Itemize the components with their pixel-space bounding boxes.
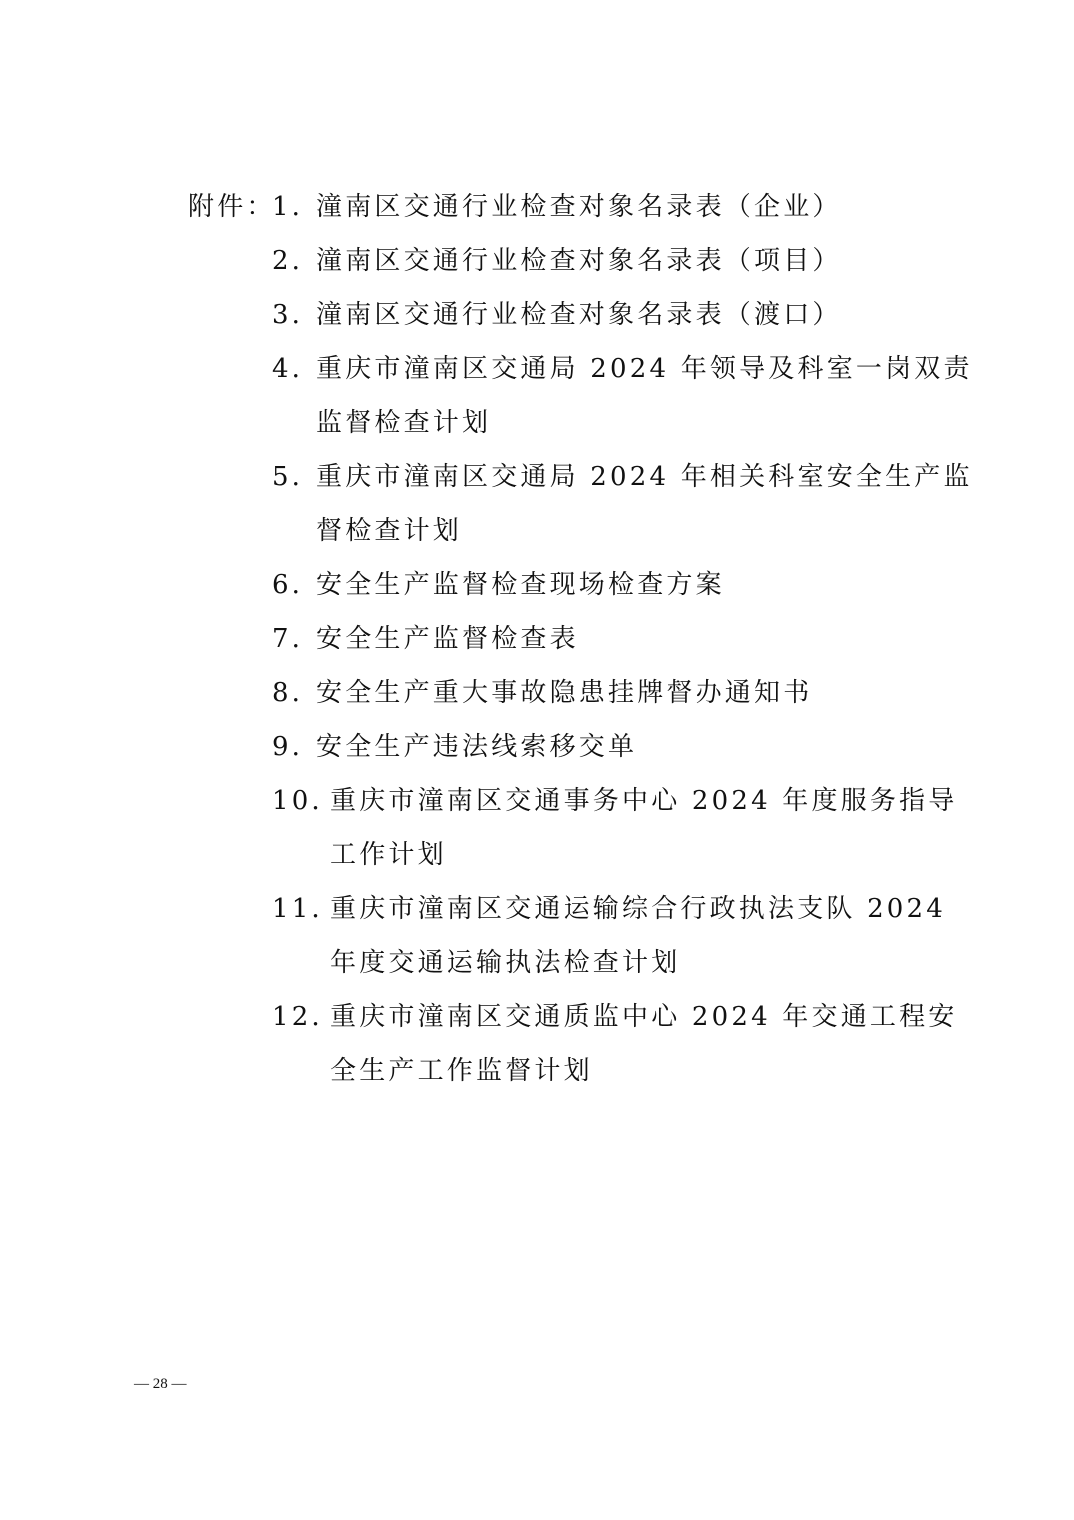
- item-number: 8．: [272, 678, 321, 708]
- item-text: 重庆市潼南区交通局 2024 年相关科室安全生产监: [316, 462, 973, 492]
- item-text: 年度交通运输执法检查计划: [330, 948, 681, 978]
- list-item-continuation: [188, 942, 948, 996]
- list-item: [188, 348, 973, 402]
- list-item-continuation: [188, 402, 948, 456]
- item-text: 安全生产监督检查表: [316, 624, 579, 654]
- item-text: 督检查计划: [316, 516, 463, 546]
- item-number: 12．: [272, 1002, 341, 1032]
- item-text: 潼南区交通行业检查对象名录表（企业）: [316, 192, 842, 222]
- page-number: — 28 —: [134, 1376, 187, 1392]
- item-number: 11．: [272, 894, 341, 924]
- list-item-continuation: [188, 510, 948, 564]
- item-text: 安全生产重大事故隐患挂牌督办通知书: [316, 678, 813, 708]
- item-text: 潼南区交通行业检查对象名录表（项目）: [316, 246, 842, 276]
- item-text: 重庆市潼南区交通事务中心 2024 年度服务指导: [330, 786, 958, 816]
- item-number: 3．: [272, 300, 321, 330]
- attachment-prefix: 附件：: [188, 192, 276, 222]
- item-number: 6．: [272, 570, 321, 600]
- item-text: 重庆市潼南区交通运输综合行政执法支队 2024: [330, 894, 947, 924]
- item-text: 全生产工作监督计划: [330, 1056, 593, 1086]
- item-number: 4．: [272, 354, 321, 384]
- attachment-list: [188, 186, 973, 1104]
- item-text: 安全生产违法线索移交单: [316, 732, 638, 762]
- item-text: 工作计划: [330, 840, 447, 870]
- list-item: [188, 888, 948, 942]
- item-number: 5．: [272, 462, 321, 492]
- list-item: [188, 240, 948, 294]
- list-item: [188, 780, 958, 834]
- item-number: 2．: [272, 246, 321, 276]
- item-number: 1．: [272, 192, 321, 222]
- item-number: 9．: [272, 732, 321, 762]
- item-text: 重庆市潼南区交通局 2024 年领导及科室一岗双责: [316, 354, 973, 384]
- list-item: [188, 564, 948, 618]
- item-text: 安全生产监督检查现场检查方案: [316, 570, 725, 600]
- list-item: [188, 456, 973, 510]
- list-item: [188, 996, 958, 1050]
- list-item: [188, 186, 948, 240]
- item-text: 重庆市潼南区交通质监中心 2024 年交通工程安: [330, 1002, 958, 1032]
- item-number: 10．: [272, 786, 341, 816]
- list-item: [188, 294, 948, 348]
- list-item-continuation: [188, 834, 948, 888]
- list-item: [188, 672, 948, 726]
- item-text: 监督检查计划: [316, 408, 492, 438]
- item-number: 7．: [272, 624, 321, 654]
- list-item: [188, 726, 948, 780]
- list-item: [188, 618, 948, 672]
- list-item-continuation: [188, 1050, 948, 1104]
- item-text: 潼南区交通行业检查对象名录表（渡口）: [316, 300, 842, 330]
